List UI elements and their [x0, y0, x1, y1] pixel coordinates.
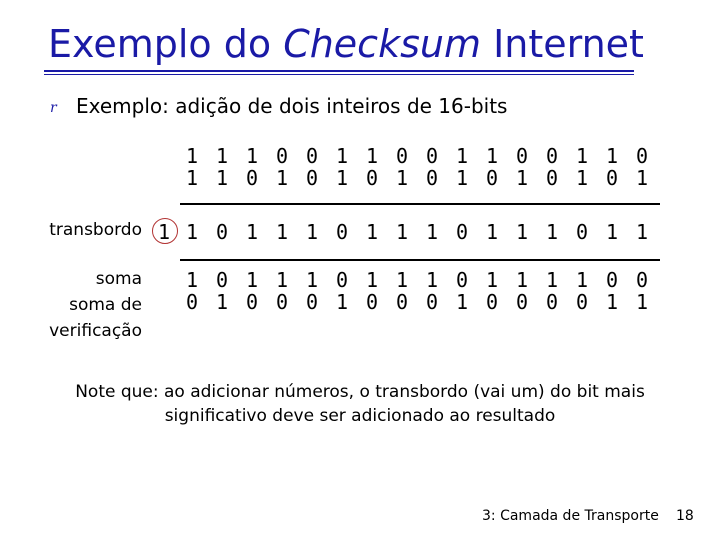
bit-cell: 0 [545, 144, 559, 168]
bit-cell: 1 [305, 220, 319, 244]
bit-cell: 0 [635, 268, 649, 292]
bit-cell: 0 [335, 220, 349, 244]
page-number: 18 [676, 508, 694, 524]
bit-cell: 1 [335, 166, 349, 190]
bit-cell: 1 [545, 220, 559, 244]
bit-cell: 1 [575, 144, 589, 168]
bit-cell: 0 [605, 268, 619, 292]
bit-cell: 0 [455, 268, 469, 292]
intro-text: Exemplo: adição de dois inteiros de 16-bits [76, 94, 508, 118]
bit-cell: 0 [545, 290, 559, 314]
bit-cell: 1 [215, 144, 229, 168]
sum-label: soma [95, 269, 142, 289]
bit-cell: 0 [305, 166, 319, 190]
carry-row [0, 220, 720, 246]
bit-cell: 0 [485, 290, 499, 314]
title-part-1: Exemplo do [48, 22, 284, 66]
bit-cell: 1 [275, 268, 289, 292]
bit-cell: 1 [605, 144, 619, 168]
carry-label: transbordo [49, 220, 142, 240]
checksum-label-line-2: verificação [49, 321, 142, 341]
bit-cell: 0 [425, 144, 439, 168]
bit-cell: 1 [485, 268, 499, 292]
carry-bit: 1 [157, 220, 171, 244]
bit-cell: 1 [275, 166, 289, 190]
bit-cell: 1 [245, 268, 259, 292]
bit-cell: 1 [515, 166, 529, 190]
title-underline [44, 70, 634, 72]
bit-cell: 1 [575, 166, 589, 190]
bit-cell: 0 [635, 144, 649, 168]
title-part-2: Checksum [283, 22, 481, 66]
bit-cell: 0 [245, 166, 259, 190]
checksum-label-line-1: soma de [69, 295, 142, 315]
bit-cell: 1 [605, 220, 619, 244]
bit-cell: 0 [365, 290, 379, 314]
bit-cell: 1 [515, 268, 529, 292]
bit-cell: 0 [575, 290, 589, 314]
bit-cell: 0 [395, 144, 409, 168]
bit-cell: 1 [305, 268, 319, 292]
bit-cell: 1 [635, 290, 649, 314]
bit-cell: 1 [515, 220, 529, 244]
bit-cell: 1 [335, 144, 349, 168]
bit-cell: 1 [365, 220, 379, 244]
bit-cell: 1 [485, 220, 499, 244]
bit-cell: 0 [365, 166, 379, 190]
bit-cell: 0 [575, 220, 589, 244]
bit-cell: 1 [185, 166, 199, 190]
bit-cell: 0 [515, 144, 529, 168]
bit-cell: 1 [185, 268, 199, 292]
bit-cell: 1 [545, 268, 559, 292]
bit-cell: 1 [395, 268, 409, 292]
note-text: Note que: ao adicionar números, o transbordo (vai um) do bit mais significativo deve ser adicionado ao resultado [75, 382, 645, 426]
bit-cell: 1 [425, 220, 439, 244]
bit-cell: 1 [395, 166, 409, 190]
bullet-icon: r [50, 100, 57, 116]
bit-cell: 0 [515, 290, 529, 314]
slide-title [48, 22, 644, 66]
bit-cell: 1 [635, 220, 649, 244]
bit-cell: 1 [215, 290, 229, 314]
bit-cell: 0 [425, 290, 439, 314]
bit-cell: 1 [275, 220, 289, 244]
bit-cell: 1 [455, 144, 469, 168]
bit-cell: 1 [185, 220, 199, 244]
bit-cell: 1 [335, 290, 349, 314]
bit-cell: 1 [395, 220, 409, 244]
bit-cell: 0 [425, 166, 439, 190]
bit-cell: 0 [305, 290, 319, 314]
bit-cell: 0 [395, 290, 409, 314]
bit-cell: 0 [335, 268, 349, 292]
title-part-3: Internet [480, 22, 644, 66]
bit-cell: 1 [575, 268, 589, 292]
bit-cell: 0 [545, 166, 559, 190]
bit-cell: 1 [245, 220, 259, 244]
bit-cell: 0 [305, 144, 319, 168]
bit-cell: 1 [185, 144, 199, 168]
bit-cell: 0 [245, 290, 259, 314]
bit-cell: 0 [215, 220, 229, 244]
addition-rule [180, 203, 660, 205]
bit-cell: 0 [275, 290, 289, 314]
bit-cell: 0 [185, 290, 199, 314]
bit-cell: 1 [455, 290, 469, 314]
bit-cell: 0 [215, 268, 229, 292]
bit-cell: 0 [455, 220, 469, 244]
bit-cell: 1 [365, 268, 379, 292]
bit-cell: 1 [635, 166, 649, 190]
footer-text: 3: Camada de Transporte [482, 508, 659, 524]
bit-cell: 0 [605, 166, 619, 190]
bit-cell: 1 [485, 144, 499, 168]
bit-cell: 1 [455, 166, 469, 190]
bit-cell: 1 [605, 290, 619, 314]
bit-cell: 1 [245, 144, 259, 168]
bit-cell: 0 [275, 144, 289, 168]
bit-cell: 0 [485, 166, 499, 190]
title-underline-secondary [44, 74, 634, 75]
operand-2-row [0, 166, 720, 192]
bit-cell: 1 [365, 144, 379, 168]
carry-highlight-ring [152, 218, 178, 244]
bit-cell: 1 [425, 268, 439, 292]
checksum-row [0, 290, 720, 316]
sum-rule [180, 259, 660, 261]
bit-cell: 1 [215, 166, 229, 190]
